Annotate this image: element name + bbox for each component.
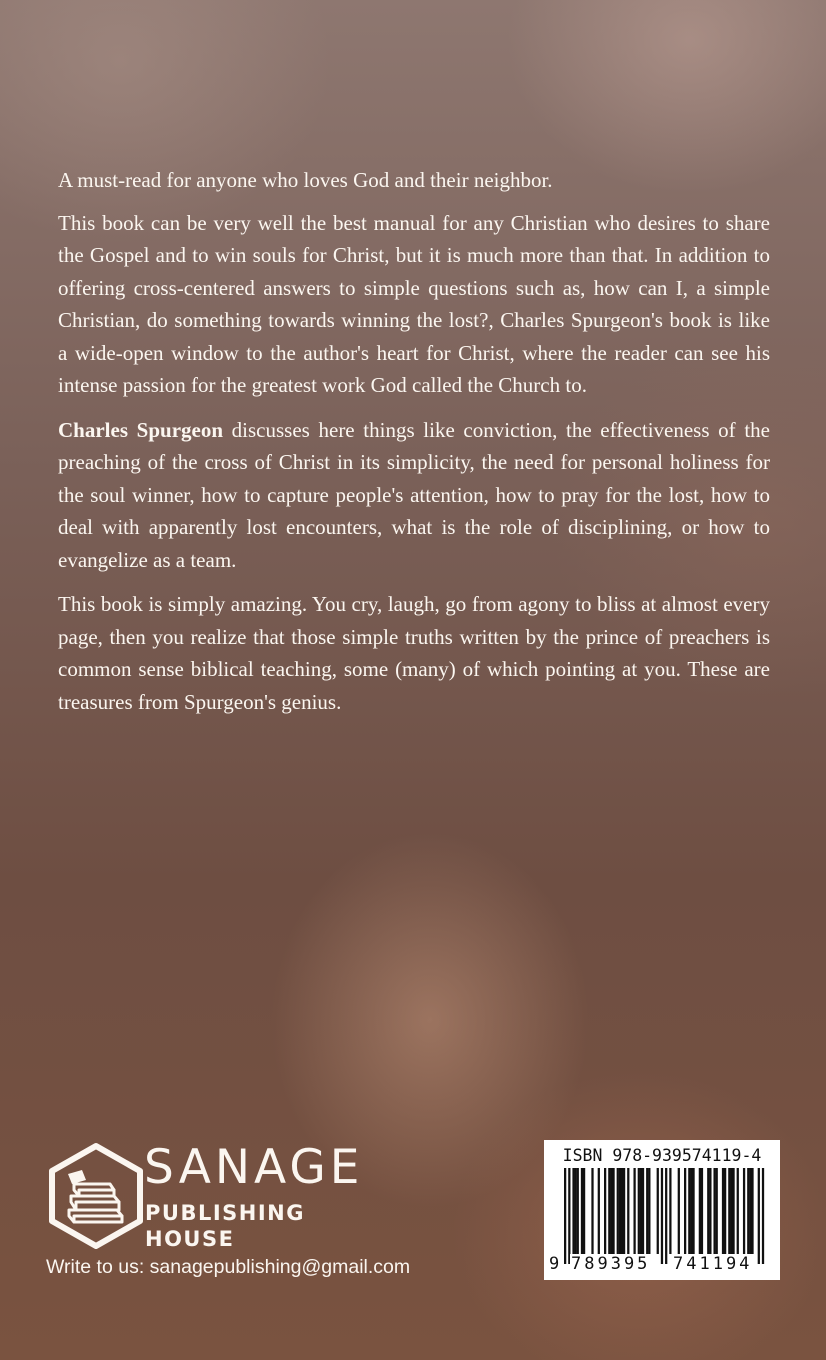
barcode-bar — [642, 1168, 644, 1254]
barcode-bar — [688, 1168, 690, 1254]
barcode-bar — [709, 1168, 711, 1254]
barcode-bar — [724, 1168, 726, 1254]
barcode-bar — [640, 1168, 642, 1254]
barcode-bar — [758, 1168, 760, 1264]
barcode-bar — [633, 1168, 635, 1254]
barcode-bar — [591, 1168, 593, 1254]
barcode-bar — [575, 1168, 577, 1254]
isbn-barcode — [544, 1140, 780, 1280]
barcode-bar — [646, 1168, 648, 1254]
barcode-bar — [684, 1168, 686, 1254]
barcode-bar — [661, 1168, 663, 1264]
barcode-bar — [581, 1168, 583, 1254]
barcode-bar — [690, 1168, 692, 1254]
blurb-paragraph-1: A must-read for anyone who loves God and their neighbor. — [58, 168, 553, 192]
barcode-bar — [657, 1168, 659, 1254]
back-cover-blurb — [58, 164, 770, 730]
barcode-bar — [598, 1168, 600, 1254]
barcode-bar — [568, 1168, 570, 1264]
barcode-bar — [762, 1168, 764, 1264]
barcode-bar — [699, 1168, 701, 1254]
barcode-bar — [572, 1168, 574, 1254]
barcode-bar — [608, 1168, 610, 1254]
isbn-label: ISBN 978-939574119-4 — [562, 1146, 762, 1165]
barcode-bar — [621, 1168, 623, 1254]
blurb-paragraph-2: This book can be very well the best manual for any Christian who desires to share the Gospel and to win souls for Christ, but it is much more than that. In addition to offering cross-centered answers to simple questions such as, how can I, a simple Christian, do something towards winning the lost?, Charles Spurgeon's book is like a wide-open window to the author's heart for Christ, where the reader can see his intense passion for the greatest work God called the Church to. — [58, 210, 770, 397]
barcode-bar — [627, 1168, 629, 1254]
barcode-bar — [749, 1168, 751, 1254]
barcode-bar — [732, 1168, 734, 1254]
ean-digits — [548, 1254, 776, 1276]
book-stack-hexagon-icon — [44, 1140, 148, 1252]
barcode-bar — [665, 1168, 667, 1264]
barcode-bar — [730, 1168, 732, 1254]
barcode-bar — [623, 1168, 625, 1254]
barcode-bar — [701, 1168, 703, 1254]
barcode-bar — [604, 1168, 606, 1254]
barcode-bar — [722, 1168, 724, 1254]
barcode-bar — [619, 1168, 621, 1254]
barcode-bar — [648, 1168, 650, 1254]
barcode-bar — [638, 1168, 640, 1254]
barcode-bar — [577, 1168, 579, 1254]
publisher-name: SANAGE — [144, 1140, 364, 1195]
blurb-paragraph-3-text: discusses here things like conviction, the effectiveness of the preaching of the cross of Christ in its simplicity, the need for personal holiness for the soul winner, how to capture people's attention, how to pray for the lost, how to deal with apparently lost encounters, what is the role of disciplining, or how to evangelize as a team. — [58, 417, 770, 572]
barcode-bar — [743, 1168, 745, 1254]
barcode-bar — [564, 1168, 566, 1264]
blurb-paragraph-3 — [58, 414, 770, 577]
barcode-bar — [669, 1168, 671, 1254]
barcode-bar — [707, 1168, 709, 1254]
barcode-bar — [716, 1168, 718, 1254]
barcode-bar — [728, 1168, 730, 1254]
barcode-bar — [713, 1168, 715, 1254]
barcode-bar — [583, 1168, 585, 1254]
barcode-bar — [737, 1168, 739, 1254]
barcode-bars — [552, 1168, 772, 1264]
author-name: Charles Spurgeon — [58, 417, 224, 442]
barcode-bar — [747, 1168, 749, 1254]
ean-first-digit: 9 — [549, 1254, 560, 1274]
barcode-bar — [692, 1168, 694, 1254]
blurb-paragraph-4: This book is simply amazing. You cry, laugh, go from agony to bliss at almost every page, then you realize that those simple truths written by the prince of preachers is common sense biblical teaching, some (many) of which pointing at you. These are treasures from Spurgeon's genius. — [58, 592, 770, 714]
barcode-bar — [612, 1168, 614, 1254]
barcode-bar — [617, 1168, 619, 1254]
publisher-logo — [44, 1140, 384, 1250]
publisher-subtitle: PUBLISHING HOUSE — [145, 1201, 305, 1251]
contact-email-line: Write to us: sanagepublishing@gmail.com — [46, 1256, 411, 1278]
barcode-bar — [678, 1168, 680, 1254]
barcode-bar — [751, 1168, 753, 1254]
barcode-bar — [610, 1168, 612, 1254]
ean-left-digits: 789395 — [571, 1254, 651, 1274]
ean-right-digits: 741194 — [673, 1254, 753, 1274]
